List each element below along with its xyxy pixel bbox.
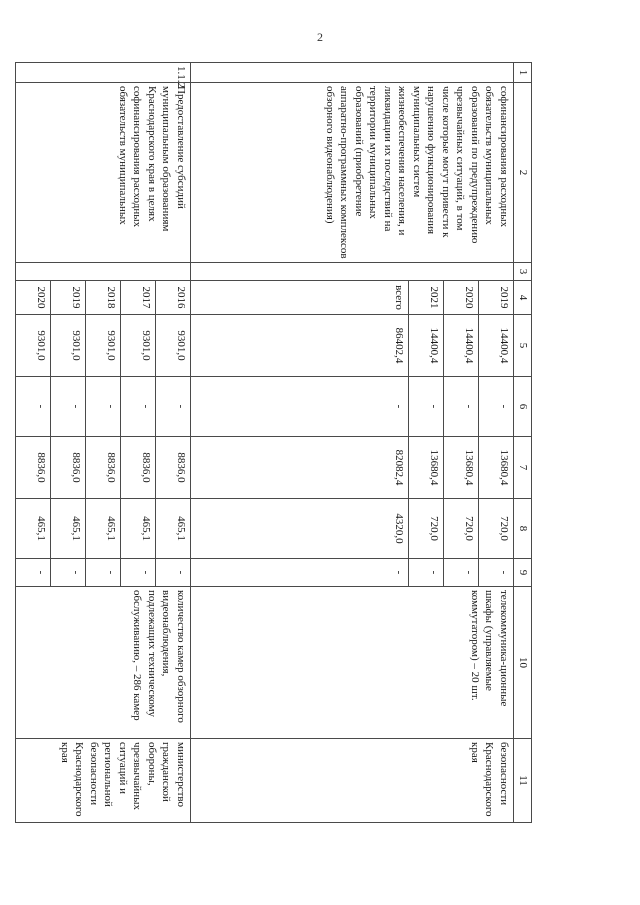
amount-total: 86402,4: [191, 315, 409, 377]
year-cell: 2019: [51, 281, 86, 315]
amount-regional: 8836,0: [51, 437, 86, 499]
header-cell-2: 2: [514, 83, 532, 263]
amount-extra: -: [51, 559, 86, 587]
amount-federal: -: [409, 377, 444, 437]
amount-regional: 8836,0: [121, 437, 156, 499]
amount-extra: -: [16, 559, 51, 587]
amount-regional: 8836,0: [86, 437, 121, 499]
amount-total: 9301,0: [86, 315, 121, 377]
amount-federal: -: [51, 377, 86, 437]
header-cell-11: 11: [514, 739, 532, 823]
amount-extra: -: [156, 559, 191, 587]
year-cell: всего: [191, 281, 409, 315]
header-cell-4: 4: [514, 281, 532, 315]
header-cell-8: 8: [514, 499, 532, 559]
amount-local: 465,1: [121, 499, 156, 559]
amount-local: 465,1: [86, 499, 121, 559]
year-cell: 2018: [86, 281, 121, 315]
amount-total: 14400,4: [444, 315, 479, 377]
block1-number-cell: [191, 63, 514, 83]
amount-regional: 13680,4: [409, 437, 444, 499]
block2-description: Предоставление субсидий муниципальным образованиям Краснодарского края в целях софинансирования расходных обязательств муниципальных: [16, 83, 191, 263]
block2-executor: министерство гражданской обороны, чрезвычайных ситуаций и региональной безопасности Краснодарского края: [16, 739, 191, 823]
block2-result: количество камер обзорного видеонаблюдения, подлежащих техническому обслуживанию, – 286 камер: [16, 587, 191, 739]
amount-federal: -: [479, 377, 514, 437]
amount-regional: 8836,0: [16, 437, 51, 499]
budget-table: [15, 62, 532, 823]
amount-regional: 8836,0: [156, 437, 191, 499]
amount-local: 720,0: [479, 499, 514, 559]
year-cell: 2021: [409, 281, 444, 315]
amount-federal: -: [16, 377, 51, 437]
amount-extra: -: [479, 559, 514, 587]
block2-number: 1.1.2: [16, 63, 191, 83]
amount-total: 9301,0: [16, 315, 51, 377]
amount-total: 9301,0: [121, 315, 156, 377]
block2-col3: [16, 263, 191, 281]
header-cell-1: 1: [514, 63, 532, 83]
amount-federal: -: [121, 377, 156, 437]
amount-local: 465,1: [51, 499, 86, 559]
amount-local: 465,1: [16, 499, 51, 559]
amount-extra: -: [86, 559, 121, 587]
header-row: [514, 63, 532, 823]
amount-extra: -: [444, 559, 479, 587]
amount-total: 14400,4: [409, 315, 444, 377]
block1-executor: безопасности Краснодарского края: [191, 739, 514, 823]
amount-local: 720,0: [409, 499, 444, 559]
amount-regional: 82082,4: [191, 437, 409, 499]
amount-federal: -: [444, 377, 479, 437]
header-cell-10: 10: [514, 587, 532, 739]
amount-local: 720,0: [444, 499, 479, 559]
amount-regional: 13680,4: [444, 437, 479, 499]
header-cell-9: 9: [514, 559, 532, 587]
block1-description: софинансирования расходных обязательств муниципальных образований по предупреждению чрезвычайных ситуаций, в том числе которые могут привести к нарушению функционирования муниципальных систем жизнеобеспечения населения, и ликвидации их последствий на территории муниципальных образований (приобретение аппаратно-программных комплексов обзорного видеонаблюдения): [191, 83, 514, 263]
amount-local: 465,1: [156, 499, 191, 559]
year-cell: 2017: [121, 281, 156, 315]
amount-total: 14400,4: [479, 315, 514, 377]
amount-regional: 13680,4: [479, 437, 514, 499]
header-cell-7: 7: [514, 437, 532, 499]
block1-row-2019: [479, 63, 514, 823]
year-cell: 2020: [16, 281, 51, 315]
header-cell-3: 3: [514, 263, 532, 281]
block1-col3: [191, 263, 514, 281]
amount-extra: -: [121, 559, 156, 587]
amount-federal: -: [191, 377, 409, 437]
year-cell: 2016: [156, 281, 191, 315]
block2-row-2016: [156, 63, 191, 823]
block1-result: телекоммуника-ционные шкафы (управляемые коммутатором) – 20 шт.: [191, 587, 514, 739]
year-cell: 2019: [479, 281, 514, 315]
amount-total: 9301,0: [51, 315, 86, 377]
amount-total: 9301,0: [156, 315, 191, 377]
year-cell: 2020: [444, 281, 479, 315]
amount-extra: -: [191, 559, 409, 587]
amount-federal: -: [156, 377, 191, 437]
header-cell-6: 6: [514, 377, 532, 437]
page-number: 2: [317, 30, 323, 44]
amount-extra: -: [409, 559, 444, 587]
amount-federal: -: [86, 377, 121, 437]
amount-local: 4320,0: [191, 499, 409, 559]
header-cell-5: 5: [514, 315, 532, 377]
rotated-table-wrapper: [35, 62, 532, 822]
